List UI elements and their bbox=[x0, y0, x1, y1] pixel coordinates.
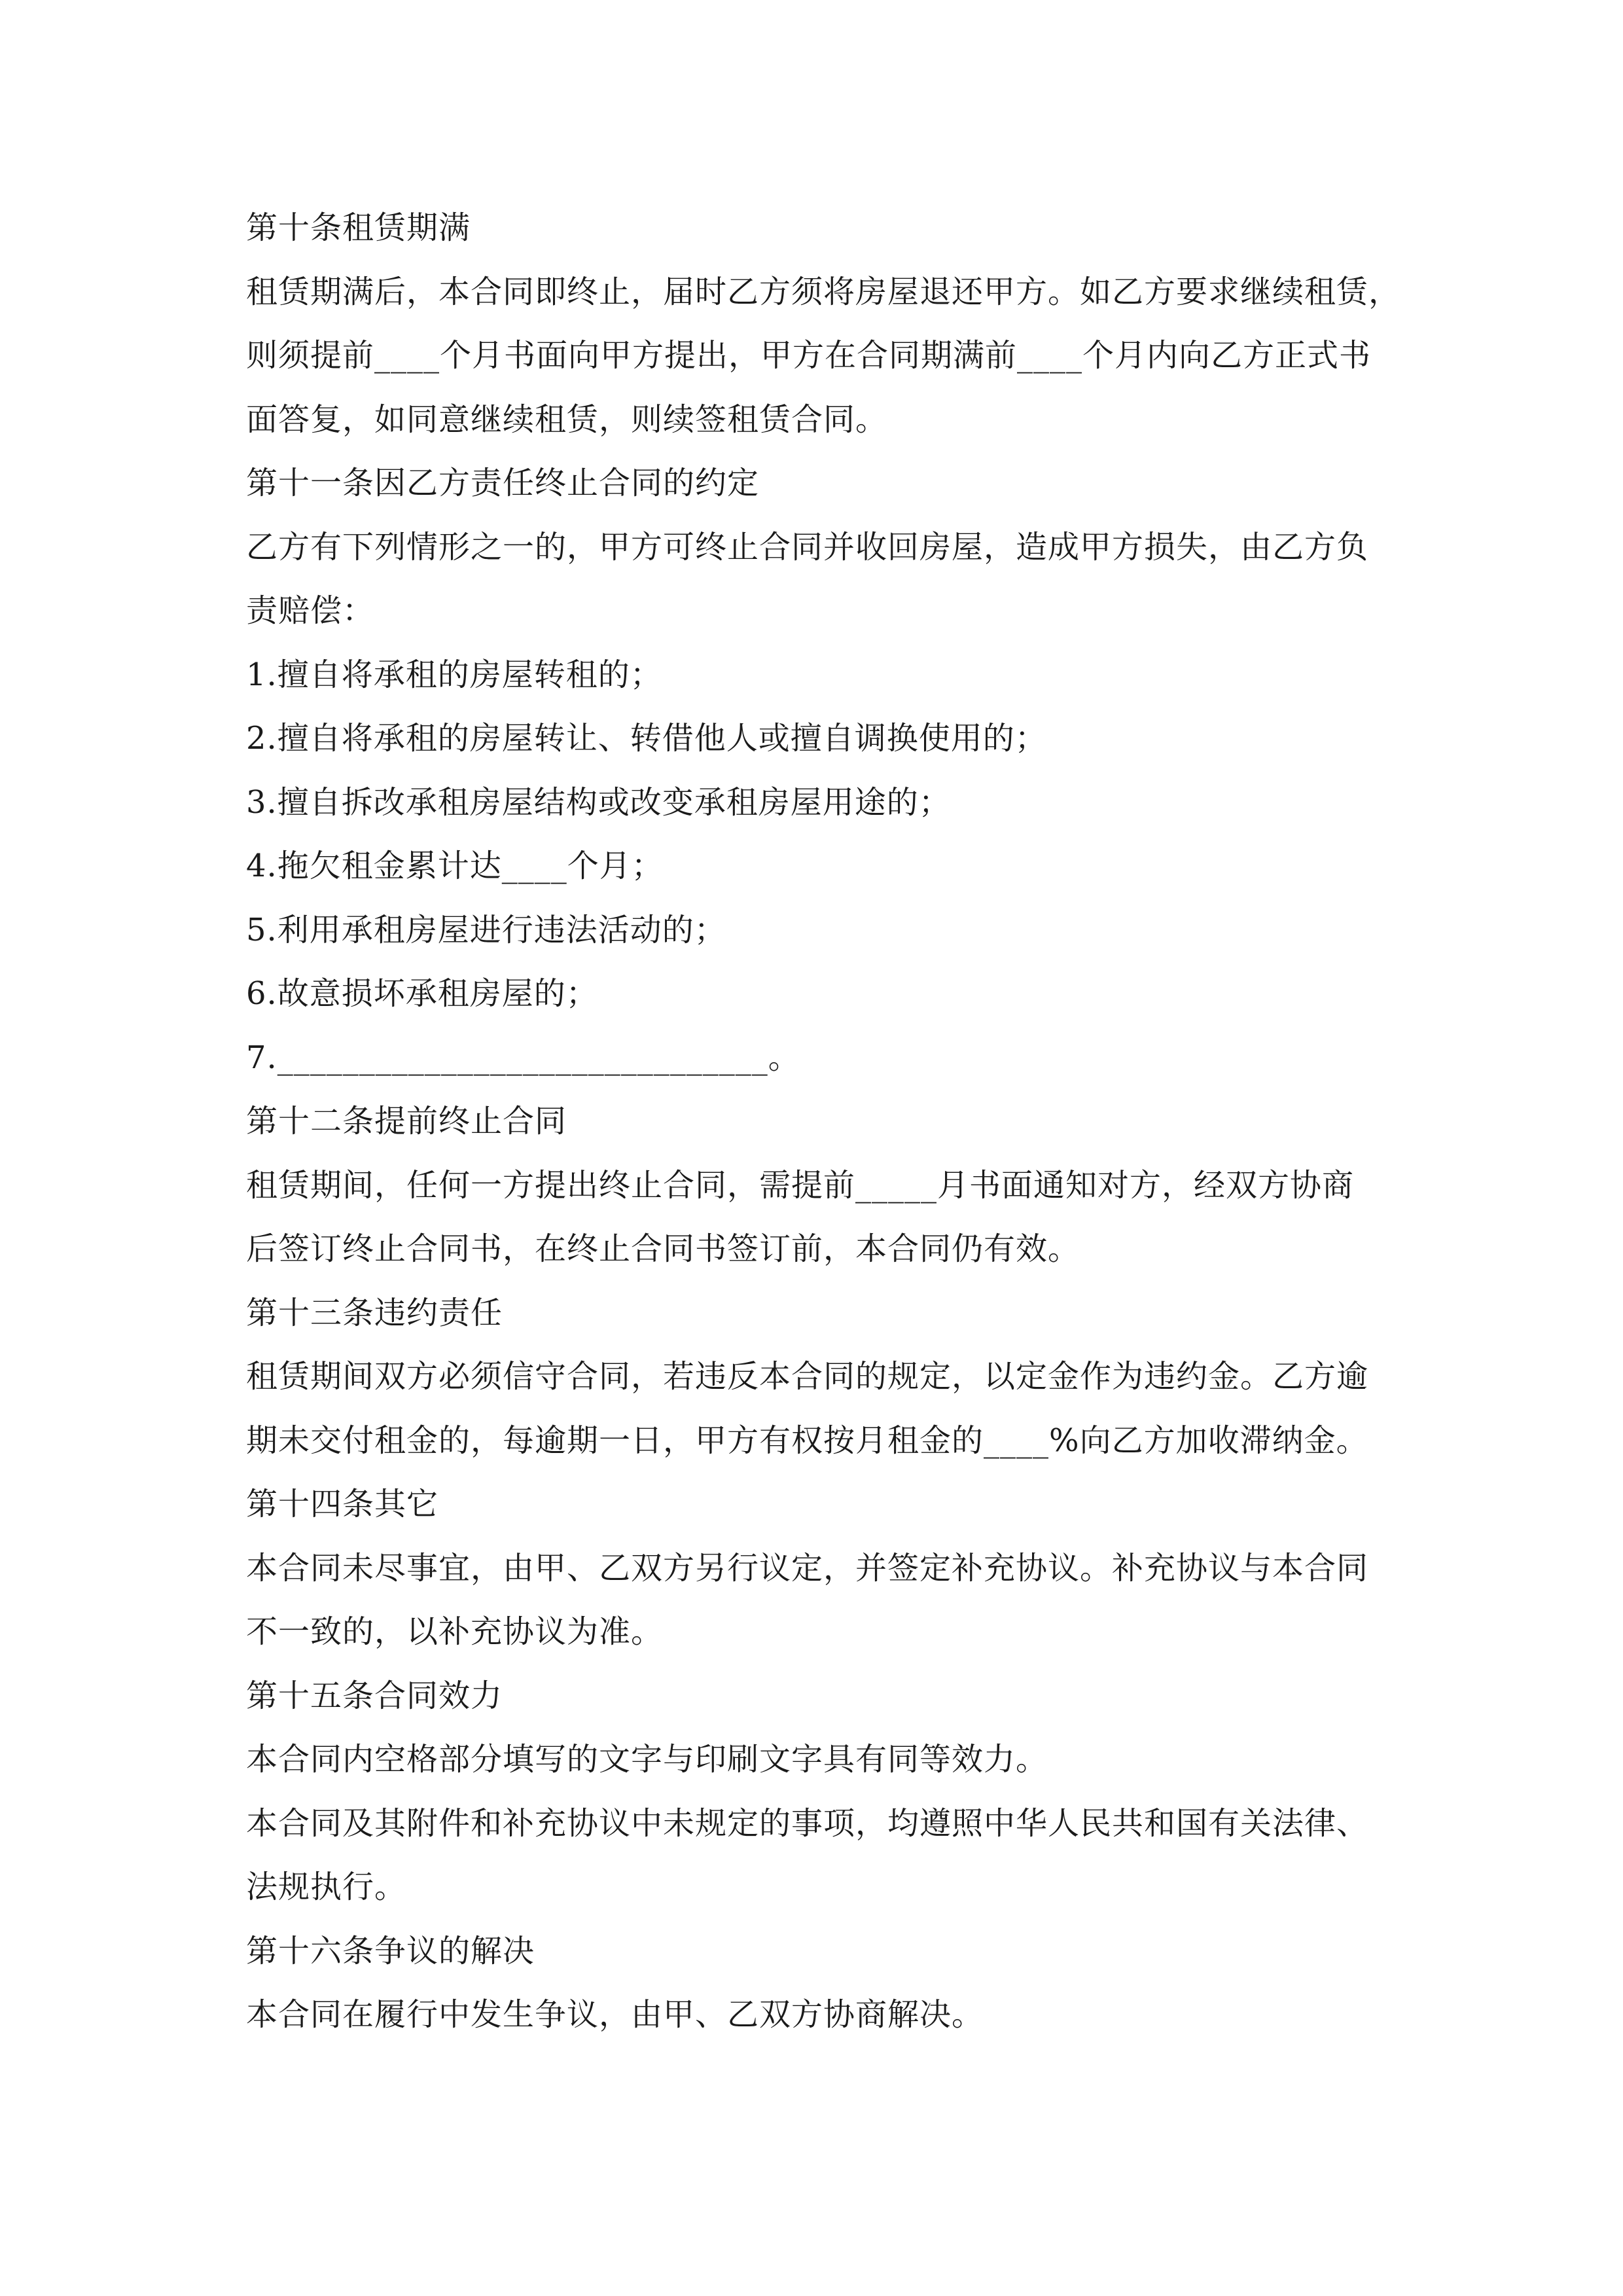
paragraph-line: 期未交付租金的，每逾期一日，甲方有权按月租金的____%向乙方加收滞纳金。 bbox=[246, 1422, 1368, 1459]
section-heading-16: 第十六条争议的解决 bbox=[246, 1932, 535, 1969]
list-item: 3.擅自拆改承租房屋结构或改变承租房屋用途的； bbox=[246, 783, 951, 821]
paragraph-line: 本合同未尽事宜，由甲、乙双方另行议定，并签定补充协议。补充协议与本合同 bbox=[246, 1549, 1369, 1587]
paragraph-line: 本合同在履行中发生争议，由甲、乙双方协商解决。 bbox=[246, 1996, 984, 2033]
list-item: 5.利用承租房屋进行违法活动的； bbox=[246, 911, 726, 948]
paragraph-line: 乙方有下列情形之一的，甲方可终止合同并收回房屋，造成甲方损失，由乙方负 bbox=[246, 528, 1369, 565]
paragraph-line: 后签订终止合同书，在终止合同书签订前，本合同仍有效。 bbox=[246, 1230, 1080, 1267]
paragraph-line: 租赁期间，任何一方提出终止合同，需提前_____月书面通知对方，经双方协商 bbox=[246, 1166, 1355, 1204]
list-item: 6.故意损坏承租房屋的； bbox=[246, 975, 598, 1012]
list-item: 1.擅自将承租的房屋转租的； bbox=[246, 656, 662, 693]
section-heading-12: 第十二条提前终止合同 bbox=[246, 1103, 567, 1139]
paragraph-line: 则须提前____个月书面向甲方提出，甲方在合同期满前____个月内向乙方正式书 bbox=[246, 337, 1372, 374]
section-heading-10: 第十条租赁期满 bbox=[246, 209, 471, 246]
paragraph-line: 面答复，如同意继续租赁，则续签租赁合同。 bbox=[246, 401, 888, 438]
paragraph-line: 责赔偿： bbox=[246, 592, 375, 629]
list-item: 2.擅自将承租的房屋转让、转借他人或擅自调换使用的； bbox=[246, 720, 1047, 757]
paragraph-line: 本合同内空格部分填写的文字与印刷文字具有同等效力。 bbox=[246, 1741, 1048, 1778]
contract-text bbox=[246, 196, 1424, 2047]
list-item: 7.______________________________。 bbox=[246, 1039, 800, 1076]
paragraph-line: 不一致的，以补充协议为准。 bbox=[246, 1613, 664, 1650]
list-item: 4.拖欠租金累计达____个月； bbox=[246, 848, 664, 884]
section-heading-13: 第十三条违约责任 bbox=[246, 1294, 503, 1331]
paragraph-line: 本合同及其附件和补充协议中未规定的事项，均遵照中华人民共和国有关法律、 bbox=[246, 1804, 1369, 1842]
paragraph-line: 法规执行。 bbox=[246, 1869, 407, 1905]
section-heading-15: 第十五条合同效力 bbox=[246, 1677, 503, 1714]
section-heading-11: 第十一条因乙方责任终止合同的约定 bbox=[246, 465, 760, 501]
section-heading-14: 第十四条其它 bbox=[246, 1486, 439, 1522]
paragraph-line: 租赁期满后，本合同即终止，届时乙方须将房屋退还甲方。如乙方要求继续租赁， bbox=[246, 273, 1401, 310]
paragraph-line: 租赁期间双方必须信守合同，若违反本合同的规定，以定金作为违约金。乙方逾 bbox=[246, 1358, 1369, 1395]
